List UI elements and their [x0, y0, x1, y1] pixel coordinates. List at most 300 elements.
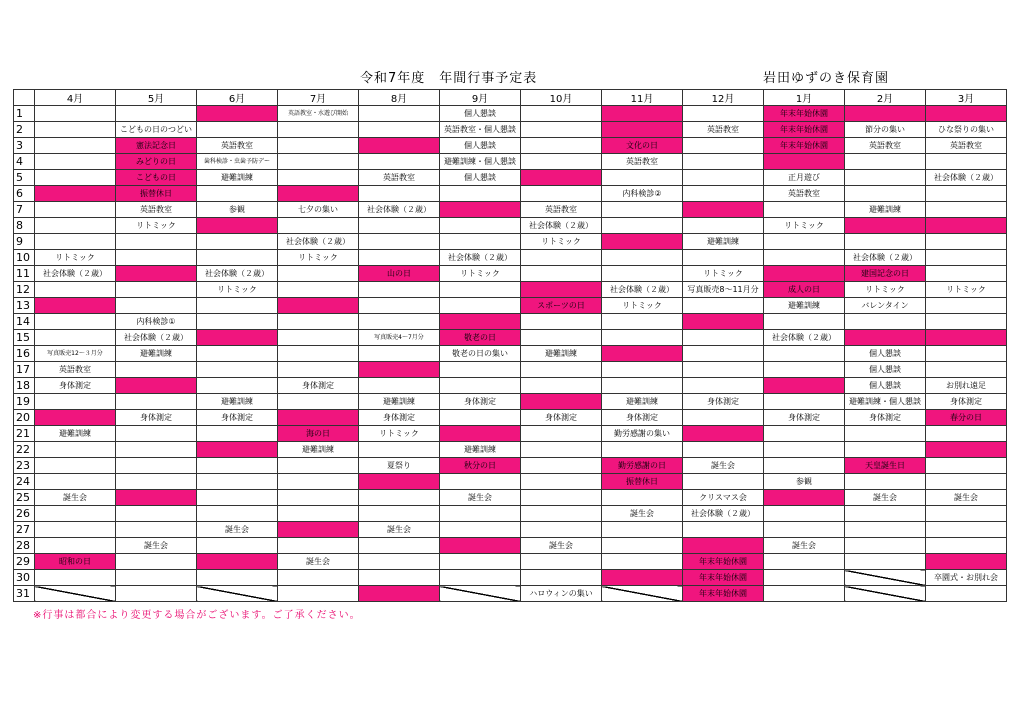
event-cell: 避難訓練: [440, 442, 521, 458]
event-cell: [764, 362, 845, 378]
day-number: 22: [14, 442, 35, 458]
event-cell: [845, 218, 926, 234]
nonexistent-date-cell: [845, 586, 926, 602]
event-cell: リトミック: [845, 282, 926, 298]
disclaimer-note: ※行事は都合により変更する場合がございます。ご了承ください。: [33, 610, 361, 621]
event-cell: 身体測定: [278, 378, 359, 394]
event-cell: [926, 202, 1007, 218]
event-cell: [926, 154, 1007, 170]
event-cell: [926, 266, 1007, 282]
event-cell: 個人懇談: [845, 378, 926, 394]
event-cell: [764, 266, 845, 282]
table-row: [14, 314, 1007, 330]
month-header: 4月: [35, 90, 116, 106]
event-cell: [197, 122, 278, 138]
event-cell: [926, 314, 1007, 330]
event-cell: [521, 506, 602, 522]
table-row: [14, 170, 1007, 186]
event-cell: [683, 522, 764, 538]
event-cell: 避難訓練: [764, 298, 845, 314]
event-cell: [521, 474, 602, 490]
event-cell: [116, 266, 197, 282]
event-cell: [197, 346, 278, 362]
event-cell: [521, 250, 602, 266]
event-cell: [116, 554, 197, 570]
event-cell: [602, 122, 683, 138]
event-cell: [683, 250, 764, 266]
event-cell: 英語教室: [35, 362, 116, 378]
day-number: 24: [14, 474, 35, 490]
event-cell: [278, 458, 359, 474]
event-cell: 文化の日: [602, 138, 683, 154]
event-cell: 個人懇談: [845, 346, 926, 362]
month-header: 3月: [926, 90, 1007, 106]
event-cell: [683, 154, 764, 170]
event-cell: [359, 282, 440, 298]
event-cell: [359, 106, 440, 122]
table-row: [14, 298, 1007, 314]
event-cell: [278, 490, 359, 506]
event-cell: [278, 218, 359, 234]
event-cell: [35, 202, 116, 218]
table-row: [14, 202, 1007, 218]
event-cell: [926, 554, 1007, 570]
event-cell: [116, 426, 197, 442]
event-cell: リトミック: [278, 250, 359, 266]
event-cell: [683, 410, 764, 426]
event-cell: 節分の集い: [845, 122, 926, 138]
event-cell: [602, 234, 683, 250]
event-cell: 身体測定: [521, 410, 602, 426]
event-cell: [602, 106, 683, 122]
table-row: [14, 186, 1007, 202]
month-header: 7月: [278, 90, 359, 106]
nonexistent-date-cell: [602, 586, 683, 602]
event-cell: [359, 538, 440, 554]
event-cell: [602, 202, 683, 218]
event-cell: [845, 234, 926, 250]
event-cell: リトミック: [359, 426, 440, 442]
event-cell: 誕生会: [278, 554, 359, 570]
event-cell: [845, 554, 926, 570]
event-cell: [926, 218, 1007, 234]
month-header: 12月: [683, 90, 764, 106]
event-cell: 憲法記念日: [116, 138, 197, 154]
event-cell: [764, 346, 845, 362]
event-cell: 天皇誕生日: [845, 458, 926, 474]
event-cell: [440, 298, 521, 314]
event-cell: [116, 490, 197, 506]
event-cell: [926, 234, 1007, 250]
event-cell: 社会体験（２歳）: [440, 250, 521, 266]
table-row: [14, 154, 1007, 170]
event-cell: [278, 170, 359, 186]
event-cell: 身体測定: [359, 410, 440, 426]
event-cell: [35, 234, 116, 250]
table-row: [14, 554, 1007, 570]
event-cell: [602, 362, 683, 378]
event-cell: [602, 266, 683, 282]
event-cell: [278, 122, 359, 138]
table-row: [14, 122, 1007, 138]
event-cell: [764, 522, 845, 538]
event-cell: 避難訓練・個人懇談: [440, 154, 521, 170]
event-cell: [440, 474, 521, 490]
event-cell: 写真販売12～３月分: [35, 346, 116, 362]
table-row: [14, 442, 1007, 458]
event-cell: [116, 474, 197, 490]
table-row: [14, 538, 1007, 554]
event-cell: 避難訓練: [683, 234, 764, 250]
event-cell: [521, 314, 602, 330]
day-number: 26: [14, 506, 35, 522]
event-cell: [197, 554, 278, 570]
event-cell: [278, 410, 359, 426]
event-cell: 山の日: [359, 266, 440, 282]
event-cell: 身体測定: [602, 410, 683, 426]
event-cell: [440, 362, 521, 378]
table-row: [14, 234, 1007, 250]
day-number: 15: [14, 330, 35, 346]
event-cell: [35, 394, 116, 410]
event-cell: [116, 362, 197, 378]
event-cell: 避難訓練: [845, 202, 926, 218]
event-cell: [35, 506, 116, 522]
event-cell: [116, 522, 197, 538]
event-cell: [926, 458, 1007, 474]
event-cell: [764, 426, 845, 442]
event-cell: [521, 266, 602, 282]
corner-cell: [14, 90, 35, 106]
event-cell: [440, 426, 521, 442]
event-cell: 夏祭り: [359, 458, 440, 474]
event-cell: [359, 122, 440, 138]
event-cell: [116, 570, 197, 586]
day-number: 19: [14, 394, 35, 410]
table-row: [14, 522, 1007, 538]
event-cell: [602, 570, 683, 586]
event-cell: [197, 186, 278, 202]
day-number: 8: [14, 218, 35, 234]
day-number: 21: [14, 426, 35, 442]
event-cell: [35, 106, 116, 122]
event-cell: 誕生会: [35, 490, 116, 506]
event-cell: [440, 506, 521, 522]
event-cell: こどもの日: [116, 170, 197, 186]
event-cell: 誕生会: [440, 490, 521, 506]
event-cell: [602, 442, 683, 458]
event-cell: [197, 106, 278, 122]
event-cell: [521, 522, 602, 538]
event-cell: スポーツの日: [521, 298, 602, 314]
event-cell: [197, 490, 278, 506]
event-cell: [683, 362, 764, 378]
event-cell: [35, 458, 116, 474]
event-cell: リトミック: [197, 282, 278, 298]
event-cell: [197, 570, 278, 586]
event-cell: 年末年始休園: [764, 122, 845, 138]
event-cell: [116, 586, 197, 602]
month-header-row: [14, 90, 1007, 106]
event-cell: [926, 474, 1007, 490]
event-cell: [197, 426, 278, 442]
event-cell: 参観: [197, 202, 278, 218]
month-header: 10月: [521, 90, 602, 106]
event-cell: [278, 282, 359, 298]
event-cell: [602, 490, 683, 506]
event-cell: クリスマス会: [683, 490, 764, 506]
event-cell: リトミック: [764, 218, 845, 234]
event-cell: [197, 538, 278, 554]
event-cell: [845, 330, 926, 346]
day-number: 31: [14, 586, 35, 602]
event-cell: [197, 474, 278, 490]
event-cell: [359, 474, 440, 490]
event-cell: [278, 586, 359, 602]
event-cell: [764, 378, 845, 394]
event-cell: [764, 202, 845, 218]
day-number: 6: [14, 186, 35, 202]
event-cell: 内科検診①: [116, 314, 197, 330]
event-cell: [197, 330, 278, 346]
event-cell: [440, 234, 521, 250]
event-cell: [683, 346, 764, 362]
event-cell: リトミック: [683, 266, 764, 282]
event-cell: [197, 250, 278, 266]
event-cell: 身体測定: [926, 394, 1007, 410]
event-cell: [521, 362, 602, 378]
event-cell: バレンタイン: [845, 298, 926, 314]
event-cell: [359, 298, 440, 314]
event-cell: 社会体験（２歳）: [359, 202, 440, 218]
event-cell: [845, 314, 926, 330]
day-number: 23: [14, 458, 35, 474]
event-cell: [845, 538, 926, 554]
table-row: [14, 586, 1007, 602]
month-header: 6月: [197, 90, 278, 106]
annual-schedule-table: [13, 89, 1007, 602]
table-row: [14, 282, 1007, 298]
event-cell: [764, 234, 845, 250]
event-cell: [197, 506, 278, 522]
event-cell: 社会体験（２歳）: [521, 218, 602, 234]
event-cell: [278, 346, 359, 362]
event-cell: [521, 154, 602, 170]
event-cell: 英語教室: [116, 202, 197, 218]
event-cell: お別れ遠足: [926, 378, 1007, 394]
event-cell: 振替休日: [116, 186, 197, 202]
event-cell: 社会体験（２歳）: [602, 282, 683, 298]
day-number: 12: [14, 282, 35, 298]
day-number: 1: [14, 106, 35, 122]
event-cell: [440, 186, 521, 202]
table-row: [14, 410, 1007, 426]
event-cell: [926, 538, 1007, 554]
event-cell: [116, 250, 197, 266]
event-cell: [278, 138, 359, 154]
event-cell: 勤労感謝の日: [602, 458, 683, 474]
event-cell: [926, 506, 1007, 522]
event-cell: [116, 394, 197, 410]
table-row: [14, 506, 1007, 522]
event-cell: [683, 474, 764, 490]
event-cell: 写真販売4～7月分: [359, 330, 440, 346]
event-cell: 社会体験（２歳）: [764, 330, 845, 346]
event-cell: [683, 442, 764, 458]
event-cell: 秋分の日: [440, 458, 521, 474]
event-cell: 避難訓練: [116, 346, 197, 362]
event-cell: 誕生会: [116, 538, 197, 554]
event-cell: [359, 234, 440, 250]
event-cell: [116, 506, 197, 522]
table-row: [14, 218, 1007, 234]
event-cell: [35, 522, 116, 538]
table-row: [14, 570, 1007, 586]
event-cell: リトミック: [440, 266, 521, 282]
day-number: 4: [14, 154, 35, 170]
event-cell: 成人の日: [764, 282, 845, 298]
day-number: 16: [14, 346, 35, 362]
event-cell: 誕生会: [602, 506, 683, 522]
event-cell: [278, 330, 359, 346]
event-cell: 誕生会: [926, 490, 1007, 506]
event-cell: [521, 394, 602, 410]
event-cell: 社会体験（２歳）: [278, 234, 359, 250]
event-cell: 社会体験（２歳）: [926, 170, 1007, 186]
event-cell: [602, 538, 683, 554]
event-cell: [359, 154, 440, 170]
event-cell: [845, 474, 926, 490]
event-cell: 個人懇談: [440, 138, 521, 154]
event-cell: [926, 346, 1007, 362]
event-cell: [521, 490, 602, 506]
event-cell: [602, 170, 683, 186]
event-cell: [359, 346, 440, 362]
event-cell: 個人懇談: [440, 106, 521, 122]
event-cell: リトミック: [926, 282, 1007, 298]
event-cell: [116, 282, 197, 298]
event-cell: 英語教室・水遊び開始: [278, 106, 359, 122]
day-number: 9: [14, 234, 35, 250]
event-cell: [278, 314, 359, 330]
event-cell: 英語教室・個人懇談: [440, 122, 521, 138]
event-cell: [197, 234, 278, 250]
event-cell: 英語教室: [521, 202, 602, 218]
event-cell: [440, 314, 521, 330]
event-cell: 身体測定: [440, 394, 521, 410]
day-number: 18: [14, 378, 35, 394]
event-cell: [521, 554, 602, 570]
event-cell: [764, 554, 845, 570]
event-cell: [359, 362, 440, 378]
event-cell: [440, 410, 521, 426]
event-cell: 卒園式・お別れ会: [926, 570, 1007, 586]
table-row: [14, 138, 1007, 154]
event-cell: 誕生会: [521, 538, 602, 554]
event-cell: [35, 314, 116, 330]
event-cell: 避難訓練・個人懇談: [845, 394, 926, 410]
event-cell: [278, 298, 359, 314]
event-cell: [845, 426, 926, 442]
event-cell: [683, 218, 764, 234]
event-cell: [602, 330, 683, 346]
event-cell: 建国記念の日: [845, 266, 926, 282]
event-cell: [278, 474, 359, 490]
event-cell: [764, 458, 845, 474]
event-cell: [359, 186, 440, 202]
event-cell: [521, 330, 602, 346]
day-number: 30: [14, 570, 35, 586]
event-cell: [197, 442, 278, 458]
event-cell: 避難訓練: [278, 442, 359, 458]
table-row: [14, 106, 1007, 122]
event-cell: [764, 490, 845, 506]
event-cell: [359, 570, 440, 586]
event-cell: 年末年始休園: [683, 570, 764, 586]
event-cell: 社会体験（２歳）: [116, 330, 197, 346]
table-row: [14, 362, 1007, 378]
event-cell: [35, 330, 116, 346]
event-cell: [926, 298, 1007, 314]
table-row: [14, 250, 1007, 266]
day-number: 28: [14, 538, 35, 554]
event-cell: [359, 218, 440, 234]
event-cell: 誕生会: [764, 538, 845, 554]
event-cell: [278, 570, 359, 586]
event-cell: [521, 378, 602, 394]
event-cell: 英語教室: [359, 170, 440, 186]
event-cell: [440, 570, 521, 586]
event-cell: [35, 442, 116, 458]
table-row: [14, 474, 1007, 490]
event-cell: [521, 458, 602, 474]
event-cell: [926, 426, 1007, 442]
event-cell: [116, 442, 197, 458]
event-cell: [683, 426, 764, 442]
event-cell: [683, 186, 764, 202]
event-cell: [440, 202, 521, 218]
event-cell: みどりの日: [116, 154, 197, 170]
event-cell: 英語教室: [926, 138, 1007, 154]
event-cell: [926, 250, 1007, 266]
event-cell: [440, 522, 521, 538]
event-cell: [278, 394, 359, 410]
event-cell: [683, 170, 764, 186]
event-cell: [764, 394, 845, 410]
event-cell: [116, 234, 197, 250]
table-row: [14, 330, 1007, 346]
event-cell: [764, 154, 845, 170]
event-cell: 社会体験（２歳）: [845, 250, 926, 266]
event-cell: [197, 218, 278, 234]
event-cell: 社会体験（２歳）: [197, 266, 278, 282]
event-cell: [278, 186, 359, 202]
day-number: 17: [14, 362, 35, 378]
event-cell: ひな祭りの集い: [926, 122, 1007, 138]
event-cell: [764, 314, 845, 330]
table-row: [14, 490, 1007, 506]
event-cell: [440, 282, 521, 298]
event-cell: [35, 298, 116, 314]
event-cell: [359, 250, 440, 266]
event-cell: [602, 378, 683, 394]
event-cell: [845, 522, 926, 538]
event-cell: [35, 186, 116, 202]
event-cell: [116, 106, 197, 122]
event-cell: [521, 570, 602, 586]
table-row: [14, 378, 1007, 394]
event-cell: 避難訓練: [35, 426, 116, 442]
